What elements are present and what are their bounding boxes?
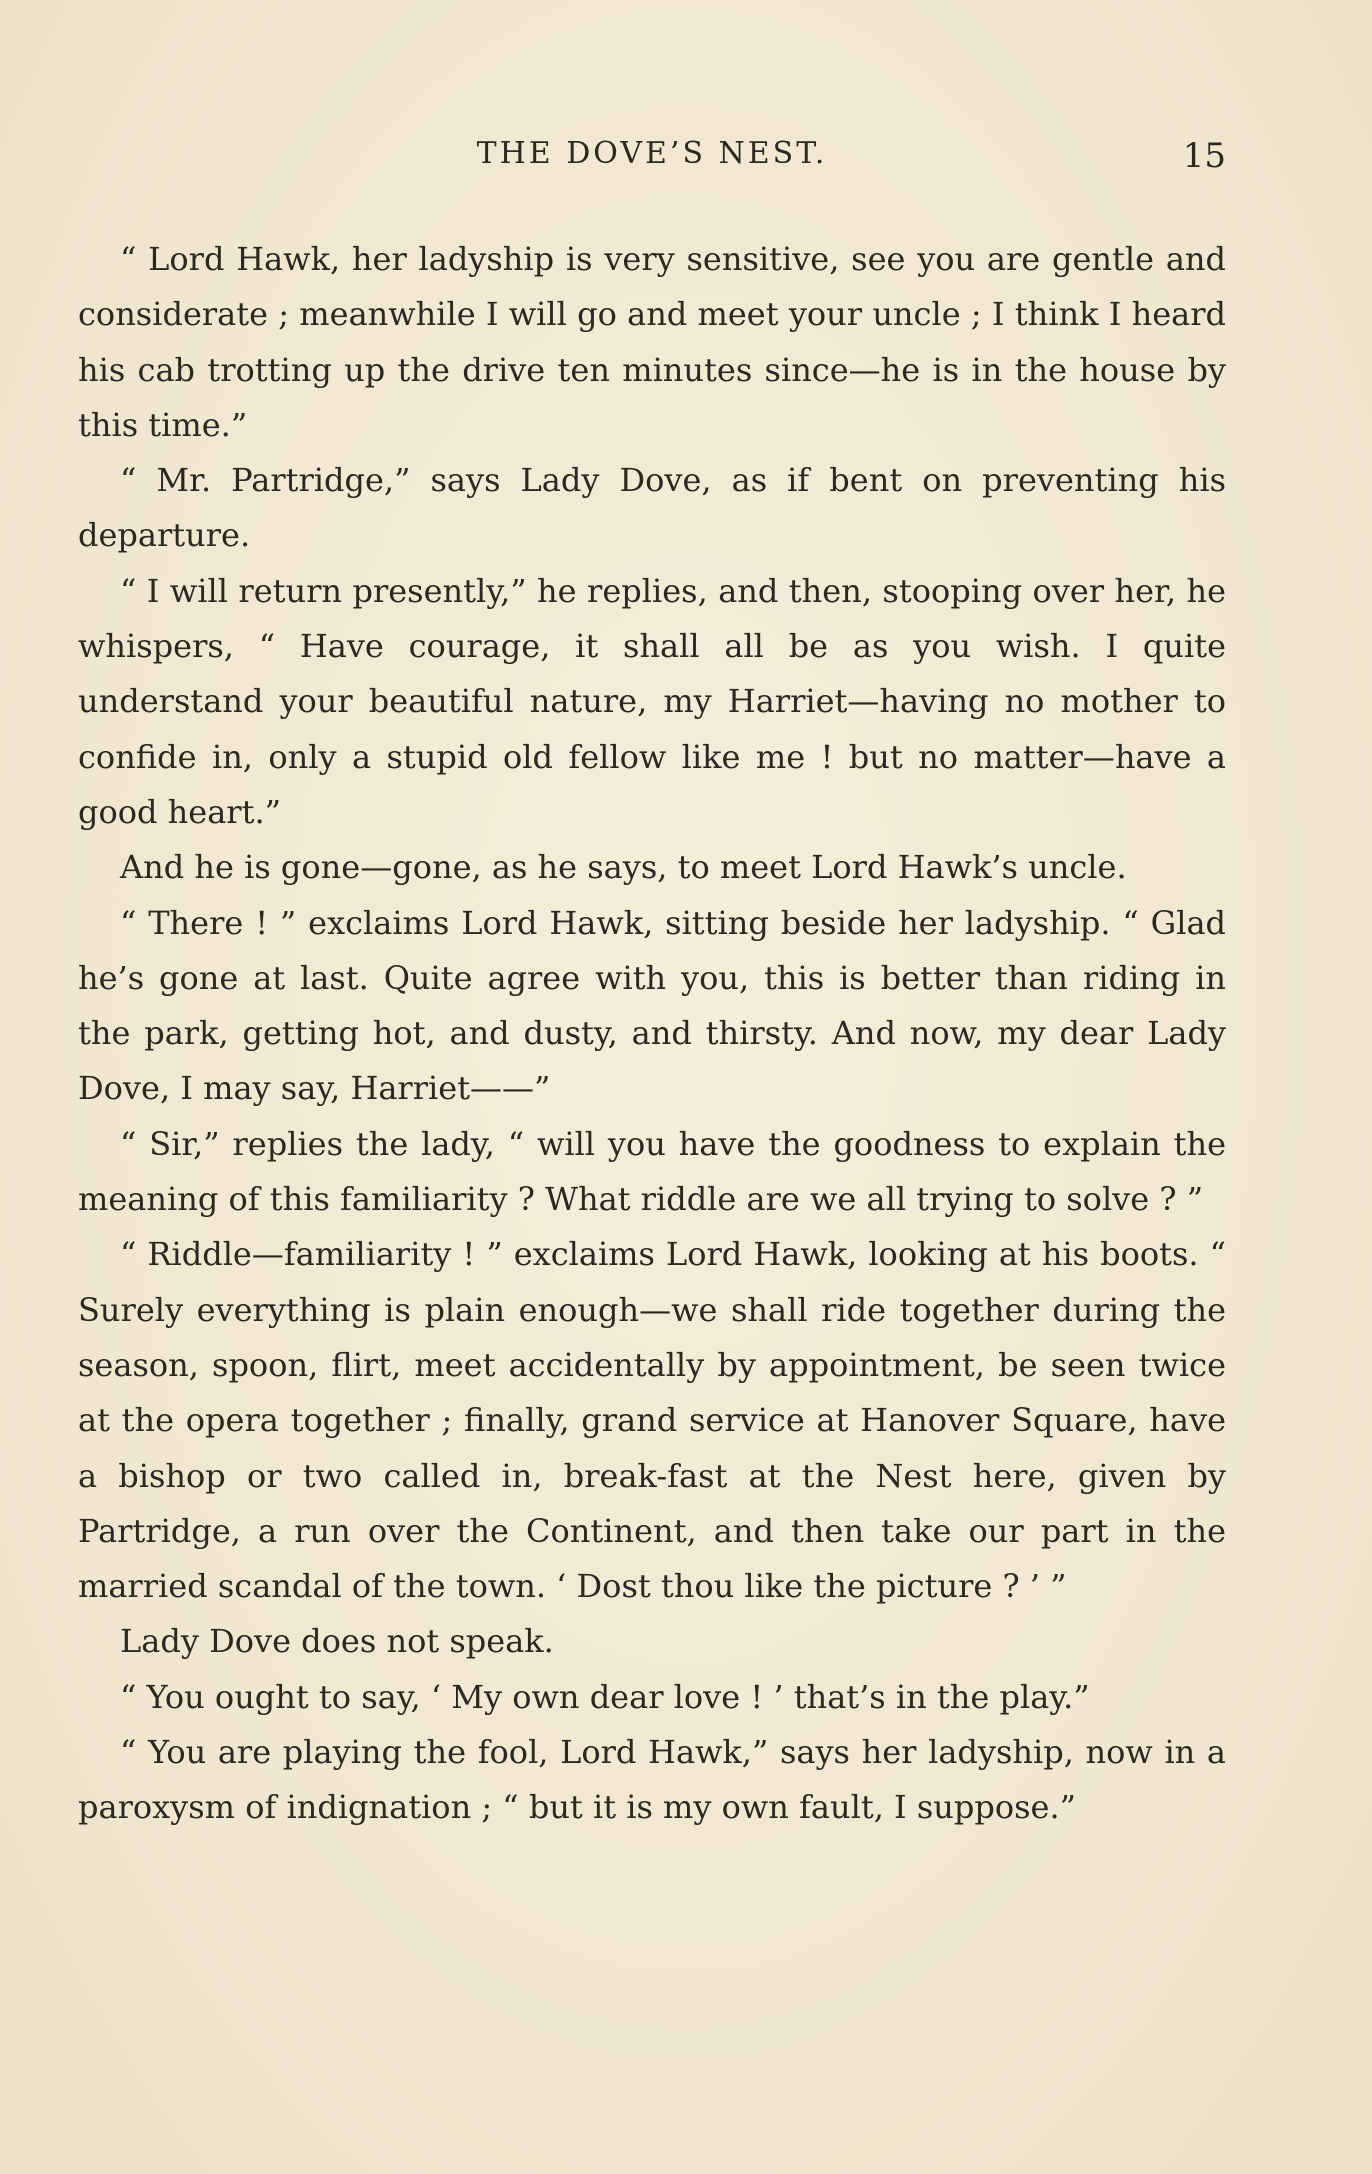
page-number: 15: [1182, 136, 1226, 176]
paragraph: “ You ought to say, ‘ My own dear love ! ’ that’s in the play.”: [120, 1677, 1090, 1716]
paragraph: “ There ! ” exclaims Lord Hawk, sitting beside her ladyship. “ Glad he’s gone at last. Quite agree with you, this is better than riding in the park, getting hot, and dusty, and thirsty. And now, my dear Lady Dove, I may say, Harriet——”: [78, 903, 1226, 1108]
running-title: THE DOVE’S NEST.: [476, 136, 828, 171]
paragraph: Lady Dove does not speak.: [120, 1622, 554, 1661]
paragraph: “ Mr. Partridge,” says Lady Dove, as if bent on preventing his departure.: [78, 461, 1226, 555]
paragraph: “ Lord Hawk, her ladyship is very sensitive, see you are gentle and considerate ; meanwhile I will go and meet your uncle ; I think I heard his cab trotting up the drive ten minutes since—he is in the house by this time.”: [78, 240, 1226, 444]
paragraph: “ You are playing the fool, Lord Hawk,” says her ladyship, now in a paroxysm of indignation ; “ but it is my own fault, I suppose.”: [78, 1733, 1226, 1827]
body-text: [78, 232, 1226, 1836]
page-header: [78, 136, 1226, 186]
paragraph: “ Riddle—familiarity ! ” exclaims Lord Hawk, looking at his boots. “ Surely everything is plain enough—we shall ride together during the season, spoon, flirt, meet accidentally by appointment, be seen twice at the opera together ; finally, grand service at Hanover Square, have a bishop or two called in, break-fast at the Nest here, given by Partridge, a run over the Continent, and then take our part in the married scandal of the town. ‘ Dost thou like the picture ? ’ ”: [78, 1235, 1226, 1606]
paragraph: And he is gone—gone, as he says, to meet Lord Hawk’s uncle.: [120, 848, 1127, 887]
paragraph: “ Sir,” replies the lady, “ will you have the goodness to explain the meaning of this familiarity ? What riddle are we all trying to solve ? ”: [78, 1124, 1226, 1219]
paragraph: “ I will return presently,” he replies, and then, stooping over her, he whispers, “ Have courage, it shall all be as you wish. I quite understand your beautiful nature, my Harriet—having no mother to confide in, only a stupid old fellow like me ! but no matter—have a good heart.”: [78, 571, 1226, 831]
